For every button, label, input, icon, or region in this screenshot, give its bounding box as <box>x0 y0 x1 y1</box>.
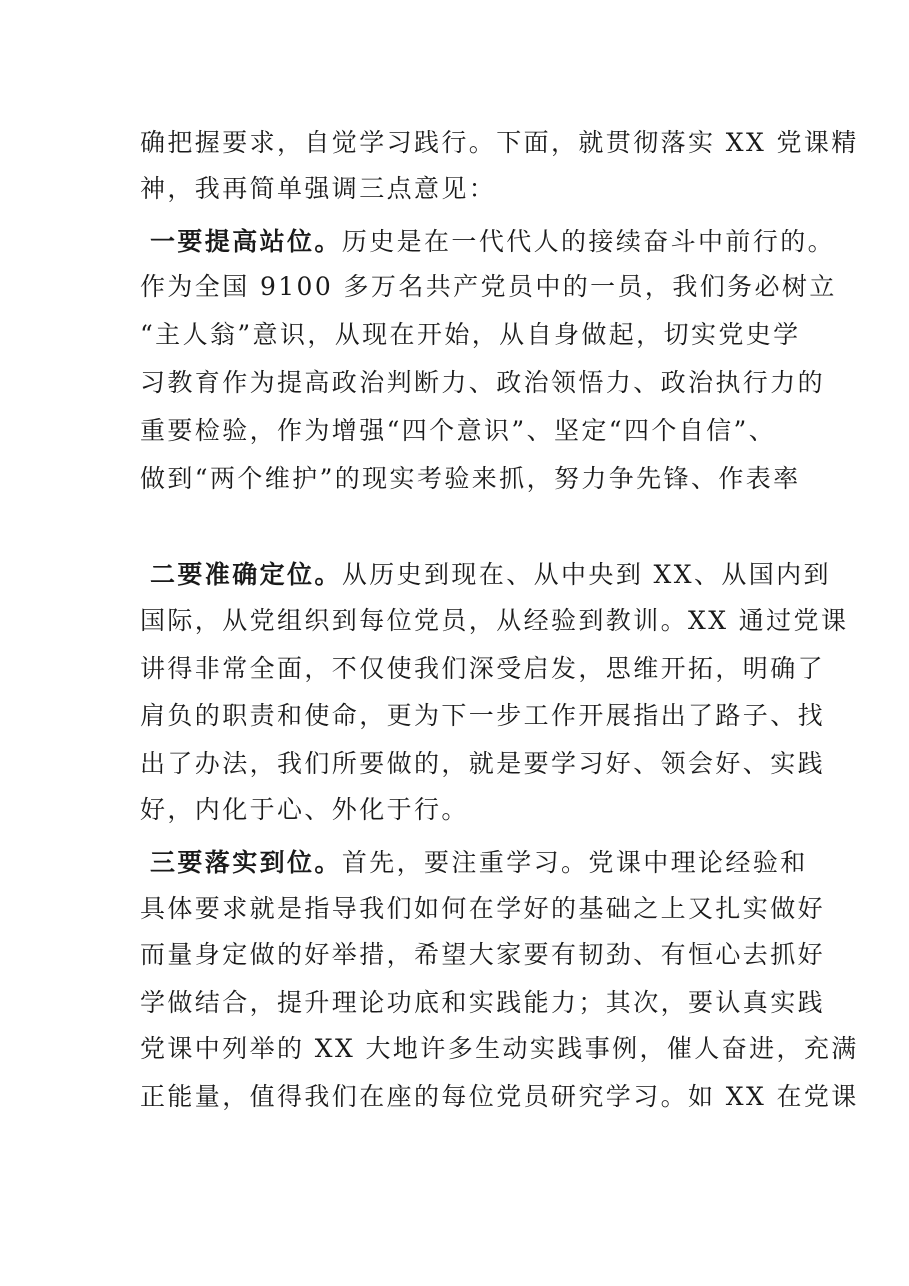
paragraph-line: 习教育作为提高政治判断力、政治领悟力、政治执行力的 <box>140 368 826 397</box>
section-heading: 三要落实到位。 <box>150 848 342 877</box>
paragraph-first-line <box>150 558 831 592</box>
paragraph-line: 重要检验，作为增强“四个意识”、坚定“四个自信”、 <box>140 416 777 445</box>
paragraph-text: 从历史到现在、从中央到 XX、从国内到 <box>341 560 831 589</box>
paragraph-first-line <box>150 846 808 880</box>
paragraph-text: 历史是在一代代人的接续奋斗中前行的。 <box>341 227 836 256</box>
paragraph-line: 好，内化于心、外化于行。 <box>140 795 469 824</box>
paragraph-line: “主人翁”意识，从现在开始，从自身做起，切实党史学 <box>140 320 801 349</box>
paragraph-line: 确把握要求，自觉学习践行。下面，就贯彻落实 XX 党课精 <box>140 128 859 157</box>
paragraph-line: 讲得非常全面，不仅使我们深受启发，思维开拓，明确了 <box>140 654 826 683</box>
paragraph-line: 具体要求就是指导我们如何在学好的基础之上又扎实做好 <box>140 894 826 923</box>
section-heading: 一要提高站位。 <box>150 227 342 256</box>
paragraph-line: 党课中列举的 XX 大地许多生动实践事例，催人奋进，充满 <box>140 1034 859 1063</box>
paragraph-line: 而量身定做的好举措，希望大家要有韧劲、有恒心去抓好 <box>140 940 826 969</box>
paragraph-line: 神，我再简单强调三点意见： <box>140 174 497 203</box>
paragraph-line: 肩负的职责和使命，更为下一步工作开展指出了路子、找 <box>140 701 826 730</box>
paragraph-first-line <box>150 225 836 259</box>
paragraph-line: 国际，从党组织到每位党员，从经验到教训。XX 通过党课 <box>140 606 849 635</box>
paragraph-line: 正能量，值得我们在座的每位党员研究学习。如 XX 在党课 <box>140 1082 859 1111</box>
section-heading: 二要准确定位。 <box>150 560 342 589</box>
paragraph-line: 作为全国 9100 多万名共产党员中的一员，我们务必树立 <box>140 272 837 301</box>
paragraph-text: 首先，要注重学习。党课中理论经验和 <box>341 848 808 877</box>
paragraph-line: 出了办法，我们所要做的，就是要学习好、领会好、实践 <box>140 749 826 778</box>
paragraph-line: 学做结合，提升理论功底和实践能力；其次，要认真实践 <box>140 988 826 1017</box>
paragraph-line: 做到“两个维护”的现实考验来抓，努力争先锋、作表率 <box>140 464 801 493</box>
